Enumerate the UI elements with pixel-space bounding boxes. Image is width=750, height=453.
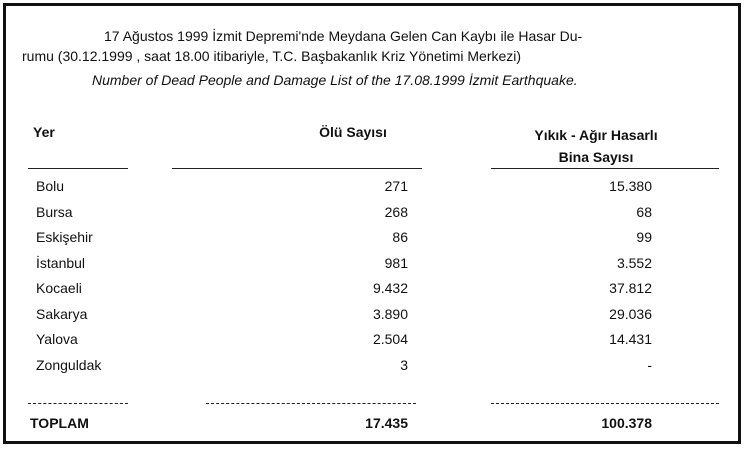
caption-line-2: rumu (30.12.1999 , saat 18.00 itibariyle, T.C. Başbakanlık Kriz Yönetimi Merkezi): [22, 48, 522, 64]
deaths-cell: 271: [384, 178, 408, 194]
deaths-cell: 3.890: [372, 305, 408, 322]
buildings-cell: 15.380: [609, 178, 652, 194]
table-row: [6, 306, 744, 330]
header-rule-place: [28, 168, 128, 169]
place-cell: Bolu: [36, 178, 65, 194]
header-buildings-line1: Yıkık - Ağır Hasarlı: [534, 127, 658, 143]
header-buildings-line2: Bina Sayısı: [558, 149, 634, 165]
deaths-cell: 981: [384, 254, 408, 271]
table-row: [6, 204, 744, 228]
table-row: [6, 178, 744, 202]
buildings-cell: 37.812: [609, 280, 652, 296]
place-cell: Bursa: [36, 203, 73, 220]
header-rule-buildings: [491, 168, 719, 169]
table-row: [6, 255, 744, 279]
buildings-cell: 3.552: [616, 254, 652, 271]
buildings-cell: 14.431: [609, 331, 652, 347]
total-row: [6, 415, 744, 439]
place-cell: Zonguldak: [36, 356, 102, 373]
header-rule-deaths: [172, 168, 422, 169]
table-row: [6, 229, 744, 253]
total-buildings: 100.378: [601, 415, 652, 431]
header-place: Yer: [33, 124, 55, 140]
deaths-cell: 3: [400, 356, 408, 373]
buildings-cell: 99: [636, 229, 652, 245]
place-cell: İstanbul: [36, 254, 86, 271]
deaths-cell: 268: [384, 203, 408, 220]
deaths-cell: 9.432: [372, 280, 408, 296]
table-row: [6, 331, 744, 355]
caption-english: Number of Dead People and Damage List of the 17.08.1999 İzmit Earthquake.: [92, 72, 578, 88]
document-frame: [3, 3, 741, 444]
deaths-cell: 2.504: [372, 331, 408, 347]
buildings-cell: -: [647, 356, 652, 373]
total-rule-place: [28, 403, 128, 404]
caption-line-1: 17 Ağustos 1999 İzmit Depremi'nde Meydana Gelen Can Kaybı ile Hasar Du-: [104, 28, 583, 44]
place-cell: Eskişehir: [36, 229, 93, 245]
deaths-cell: 86: [392, 229, 408, 245]
place-cell: Yalova: [36, 331, 78, 347]
header-deaths: Ölü Sayısı: [319, 124, 387, 140]
place-cell: Kocaeli: [36, 280, 82, 296]
table-row: [6, 280, 744, 304]
total-rule-buildings: [491, 403, 719, 404]
total-label: TOPLAM: [30, 415, 89, 431]
buildings-cell: 68: [636, 203, 652, 220]
buildings-cell: 29.036: [609, 305, 652, 322]
total-rule-deaths: [206, 403, 416, 404]
place-cell: Sakarya: [36, 305, 88, 322]
total-deaths: 17.435: [365, 415, 408, 431]
header-buildings: [511, 124, 681, 168]
table-row: [6, 357, 744, 381]
